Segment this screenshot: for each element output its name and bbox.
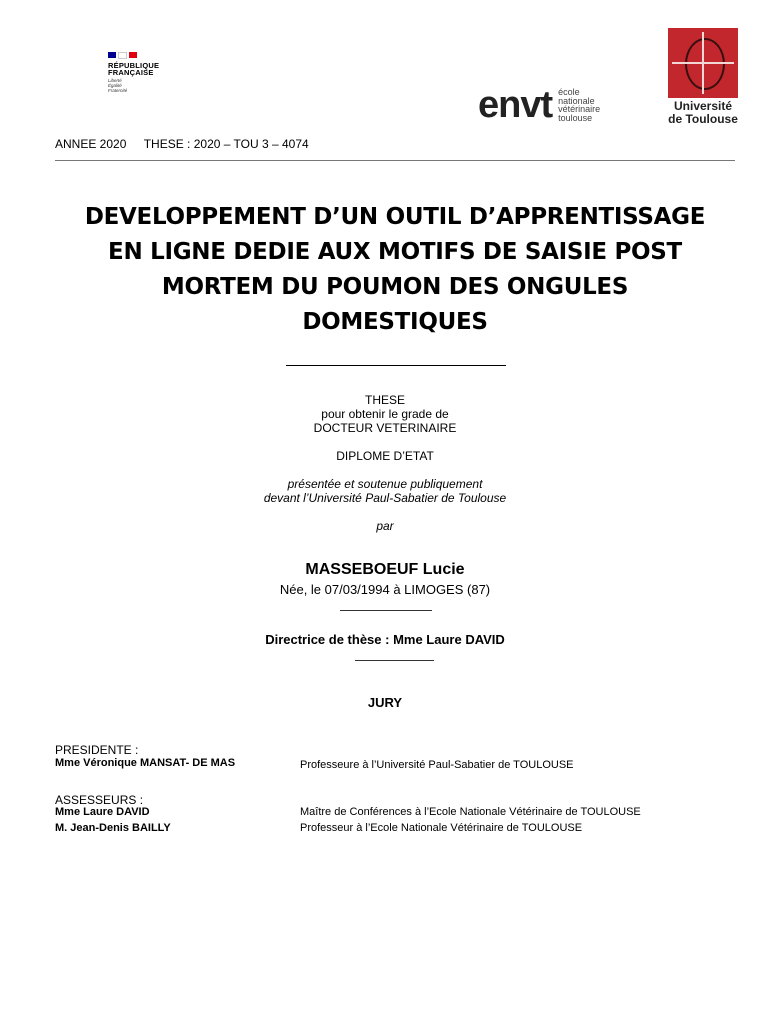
assessors-label: ASSESSEURS : — [55, 793, 144, 807]
assessor-1-role: Maître de Conférences à l’Ecole Nationale Vétérinaire de TOULOUSE — [300, 806, 641, 818]
envt-sub-1: école — [558, 87, 580, 97]
universite-toulouse-logo — [668, 28, 738, 128]
thesis-line-3: DOCTEUR VETERINAIRE — [313, 421, 457, 435]
title-line-2: EN LIGNE DEDIE AUX MOTIFS DE SAISIE POST — [108, 239, 682, 265]
republique-label-1: RÉPUBLIQUE — [108, 61, 160, 70]
author-name: MASSEBOEUF Lucie — [305, 561, 465, 578]
envt-logo — [478, 86, 600, 124]
motto-2: Égalité — [108, 83, 122, 88]
envt-sub-2: nationale — [558, 95, 595, 106]
envt-mark — [478, 86, 552, 124]
president-label: PRESIDENTE : — [55, 743, 139, 757]
jury-heading: JURY — [367, 695, 403, 710]
envt-mark-text: envt — [478, 84, 553, 126]
title-line-4: DOMESTIQUES — [302, 309, 488, 335]
header-divider — [55, 160, 735, 161]
motto-3: Fraternité — [108, 88, 128, 93]
envt-sub-3: vétérinaire — [558, 104, 601, 114]
assessor-1-name: Mme Laure DAVID — [55, 806, 150, 818]
envt-sub-4: toulouse — [558, 112, 593, 123]
title-line-3: MORTEM DU POUMON DES ONGULES — [161, 274, 629, 300]
separator-1 — [340, 610, 432, 611]
ut-label-2: de Toulouse — [668, 111, 738, 126]
thesis-reference — [55, 137, 309, 151]
president-role: Professeure à l’Université Paul-Sabatier de TOULOUSE — [300, 759, 574, 771]
thesis-line-1: THESE — [364, 393, 405, 407]
title-line-1: DEVELOPPEMENT D’UN OUTIL D’APPRENTISSAGE — [84, 204, 706, 230]
ut-label-1: Université — [673, 99, 733, 113]
motto-1: Liberté — [108, 78, 122, 83]
french-flag-icon — [108, 52, 178, 59]
thesis-line-2: pour obtenir le grade de — [321, 407, 449, 421]
president-name: Mme Véronique MANSAT- DE MAS — [55, 757, 236, 769]
thesis-year: ANNEE 2020 — [55, 137, 127, 151]
separator-2 — [355, 660, 434, 661]
diploma-line: DIPLOME D’ETAT — [336, 449, 434, 463]
title-underline — [286, 365, 506, 366]
thesis-director: Directrice de thèse : Mme Laure DAVID — [265, 632, 505, 647]
assessor-2-role: Professeur à l’Ecole Nationale Vétérinaire de TOULOUSE — [300, 822, 583, 834]
by-line: par — [376, 519, 394, 533]
presented-line-2: devant l’Université Paul-Sabatier de Toulouse — [263, 491, 507, 505]
republique-francaise-logo — [108, 52, 178, 93]
university-emblem-icon — [668, 28, 738, 98]
presented-line-1: présentée et soutenue publiquement — [287, 477, 483, 491]
republique-label-2: FRANÇAISE — [108, 68, 154, 77]
thesis-number: THESE : 2020 – TOU 3 – 4074 — [143, 137, 309, 151]
thesis-title — [40, 200, 750, 340]
assessor-2-name: M. Jean-Denis BAILLY — [55, 822, 171, 834]
author-birth: Née, le 07/03/1994 à LIMOGES (87) — [279, 582, 491, 597]
